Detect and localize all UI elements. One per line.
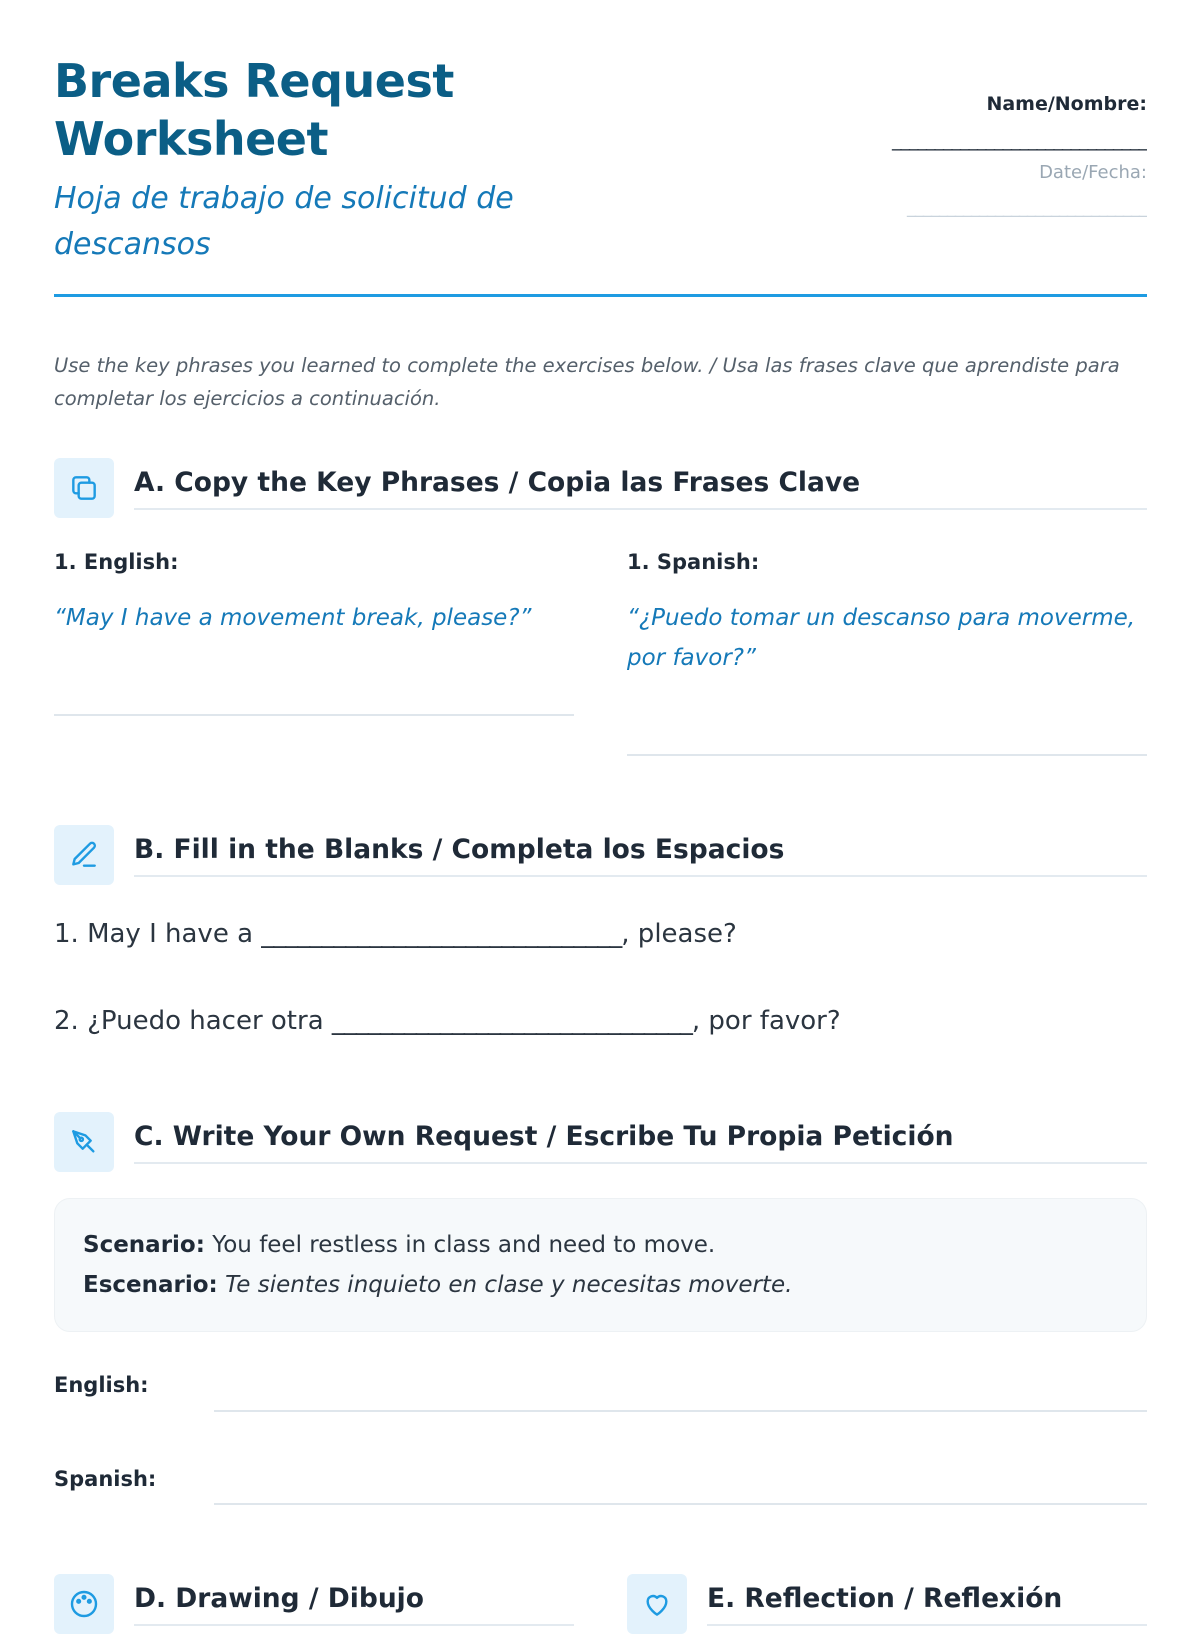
fill-blank-item-1 bbox=[54, 914, 737, 954]
item-2-suffix: , por favor? bbox=[691, 1006, 841, 1036]
instructions-text: Use the key phrases you learned to complete the exercises below. / Usa las frases clave que aprendiste para completar los ejercicios a continuación. bbox=[54, 354, 1120, 410]
section-a-header bbox=[54, 458, 1147, 520]
section-e-header bbox=[627, 1574, 1147, 1636]
item-1-blank[interactable]: ______________________________ bbox=[261, 919, 622, 949]
worksheet-title: Breaks Request Worksheet bbox=[54, 54, 454, 166]
spanish-answer-label: Spanish: bbox=[54, 1467, 157, 1491]
section-b-title: B. Fill in the Blanks / Completa los Espacios bbox=[134, 833, 1147, 877]
date-label: Date/Fecha: bbox=[1039, 162, 1147, 183]
scenario-english bbox=[83, 1225, 1118, 1265]
name-label: Name/Nombre: bbox=[986, 93, 1147, 115]
spanish-answer-line[interactable] bbox=[214, 1503, 1147, 1505]
section-d-title: D. Drawing / Dibujo bbox=[134, 1582, 574, 1626]
escenario-label: Escenario: bbox=[83, 1272, 218, 1298]
heart-icon bbox=[627, 1574, 687, 1634]
english-copy-column bbox=[54, 548, 574, 638]
worksheet-subtitle: Hoja de trabajo de solicitud de descansos bbox=[54, 181, 514, 262]
scenario-text: You feel restless in class and need to move. bbox=[204, 1232, 716, 1258]
pen-tool-icon bbox=[54, 1112, 114, 1172]
scenario-label: Scenario: bbox=[83, 1232, 205, 1258]
pencil-icon bbox=[54, 825, 114, 885]
section-e-title: E. Reflection / Reflexión bbox=[707, 1582, 1147, 1626]
name-field[interactable]: ______________________________ bbox=[892, 129, 1147, 151]
scenario-spanish bbox=[83, 1265, 1118, 1305]
item-1-prefix: 1. May I have a bbox=[54, 919, 262, 949]
english-key-phrase: “May I have a movement break, please?” bbox=[54, 605, 532, 631]
fill-blank-item-2 bbox=[54, 1001, 841, 1041]
escenario-text: Te sientes inquieto en clase y necesitas moverte. bbox=[217, 1272, 793, 1298]
spanish-key-phrase: “¿Puedo tomar un descanso para moverme, por favor?” bbox=[627, 605, 1136, 671]
palette-icon bbox=[54, 1574, 114, 1634]
english-answer-label: English: bbox=[54, 1373, 149, 1397]
spanish-copy-line[interactable] bbox=[627, 754, 1147, 756]
scenario-box bbox=[54, 1198, 1147, 1332]
spanish-label: 1. Spanish: bbox=[627, 550, 760, 574]
copy-icon bbox=[54, 458, 114, 518]
spanish-copy-column bbox=[627, 548, 1147, 678]
english-copy-line[interactable] bbox=[54, 714, 574, 716]
header-divider bbox=[54, 294, 1147, 297]
english-answer-line[interactable] bbox=[214, 1410, 1147, 1412]
item-2-prefix: 2. ¿Puedo hacer otra bbox=[54, 1006, 332, 1036]
date-field[interactable]: ______________________________ bbox=[907, 197, 1147, 218]
english-label: 1. English: bbox=[54, 550, 179, 574]
student-info bbox=[827, 90, 1147, 228]
worksheet-page bbox=[54, 0, 1147, 1614]
item-1-suffix: , please? bbox=[621, 919, 737, 949]
section-c-header bbox=[54, 1112, 1147, 1174]
section-c-title: C. Write Your Own Request / Escribe Tu Propia Petición bbox=[134, 1120, 1147, 1164]
section-b-header bbox=[54, 825, 1147, 887]
section-a-title: A. Copy the Key Phrases / Copia las Frases Clave bbox=[134, 466, 1147, 510]
item-2-blank[interactable]: ______________________________ bbox=[331, 1006, 692, 1036]
